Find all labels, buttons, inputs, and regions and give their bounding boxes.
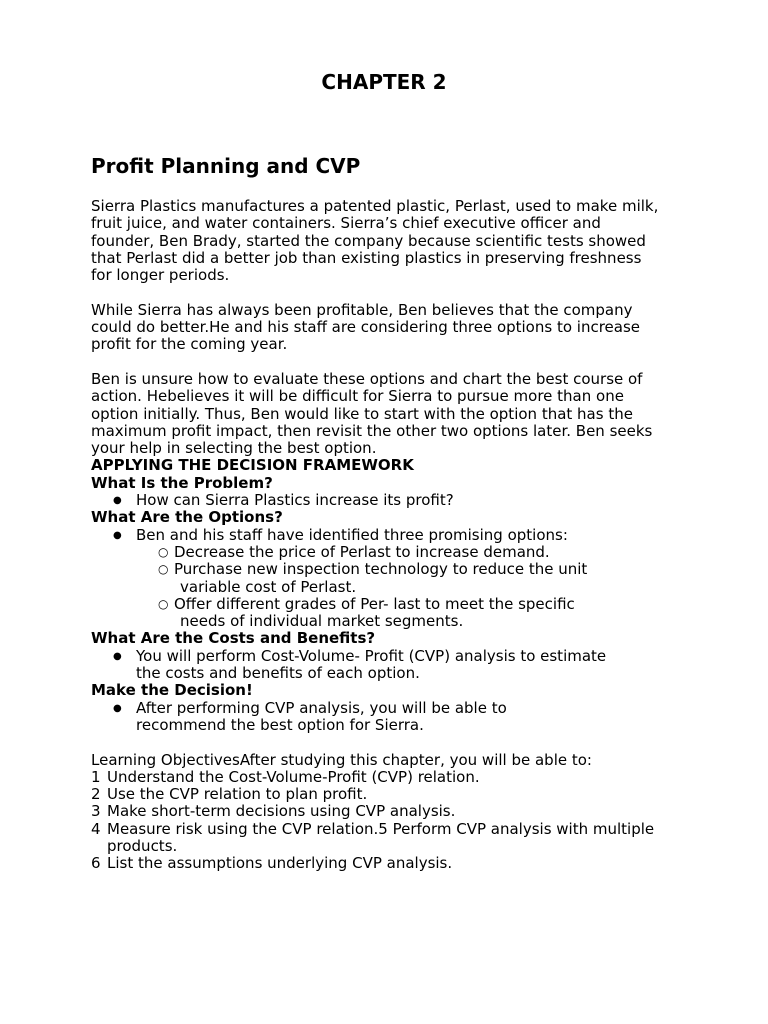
sub-list-item: ○ Decrease the price of Perlast to increase demand. — [136, 544, 691, 561]
objective-number: 6 — [91, 854, 101, 873]
sub-item-line: Offer different grades of Per- last to meet the specific — [174, 594, 575, 613]
list-item: ● After performing CVP analysis, you will be able to recommend the best option for Sierra. — [91, 700, 591, 735]
sub-list-item — [136, 596, 691, 631]
list-item — [91, 527, 691, 631]
objective-text: Measure risk using the CVP relation.5 Perform CVP analysis with multiple products. — [107, 819, 655, 855]
objective-item — [91, 821, 681, 856]
options-bullet-text: Ben and his staff have identified three promising options: — [136, 525, 568, 544]
sub-item-line: Purchase new inspection technology to reduce the unit — [174, 560, 588, 579]
decision-heading: Make the Decision! — [91, 681, 253, 700]
options-list — [91, 527, 691, 631]
objective-text: List the assumptions underlying CVP analysis. — [107, 854, 453, 873]
objective-number: 2 — [91, 785, 101, 804]
costs-heading: What Are the Costs and Benefits? — [91, 629, 376, 648]
body-content — [91, 198, 691, 873]
sub-item-continuation: needs of individual market segments. — [180, 612, 464, 631]
costs-list — [91, 648, 611, 683]
options-heading: What Are the Options? — [91, 508, 283, 527]
decision-list — [91, 700, 591, 735]
objectives-intro: Learning ObjectivesAfter studying this chapter, you will be able to: — [91, 750, 592, 769]
objective-item — [91, 786, 681, 803]
objective-number: 3 — [91, 802, 101, 821]
learning-objectives — [91, 752, 691, 873]
section-title: Profit Planning and CVP — [91, 154, 361, 178]
sub-list-item — [136, 561, 691, 596]
sub-item-continuation: variable cost of Perlast. — [180, 577, 357, 596]
options-sublist — [136, 544, 691, 630]
objective-item — [91, 769, 681, 786]
problem-heading: What Is the Problem? — [91, 473, 273, 492]
chapter-heading: CHAPTER 2 — [321, 70, 447, 94]
list-item: ● You will perform Cost-Volume- Profit (CVP) analysis to estimate the costs and benefits of each option. — [91, 648, 611, 683]
objective-text: Make short-term decisions using CVP analysis. — [107, 802, 456, 821]
framework-heading: APPLYING THE DECISION FRAMEWORK — [91, 456, 414, 475]
evaluation-paragraph: Ben is unsure how to evaluate these options and chart the best course of action. Hebelieves it will be difficult for Sierra to pursue more than one option initially. Thus, Ben would like to start with the option that has the maximum profit impact, then revisit the other two options later. Ben seeks your help in selecting the best option. — [91, 369, 653, 458]
options-paragraph: While Sierra has always been profitable, Ben believes that the company could do better.He and his staff are considering three options to increase profit for the coming year. — [91, 300, 641, 354]
objective-text: Understand the Cost-Volume-Profit (CVP) relation. — [107, 767, 480, 786]
list-item: ● How can Sierra Plastics increase its profit? — [91, 492, 691, 509]
objective-number: 1 — [91, 767, 101, 786]
objective-item — [91, 855, 681, 872]
problem-list — [91, 492, 691, 509]
objective-number: 4 — [91, 819, 101, 838]
intro-paragraph: Sierra Plastics manufactures a patented plastic, Perlast, used to make milk, fruit juice, and water containers. Sierra’s chief executive officer and founder, Ben Brady, started the company because scientific tests showed that Perlast did a better job than existing plastics in preserving freshness for longer periods. — [91, 197, 659, 285]
objective-text: Use the CVP relation to plan profit. — [107, 785, 368, 804]
objective-item — [91, 803, 681, 820]
objectives-list — [91, 769, 681, 873]
